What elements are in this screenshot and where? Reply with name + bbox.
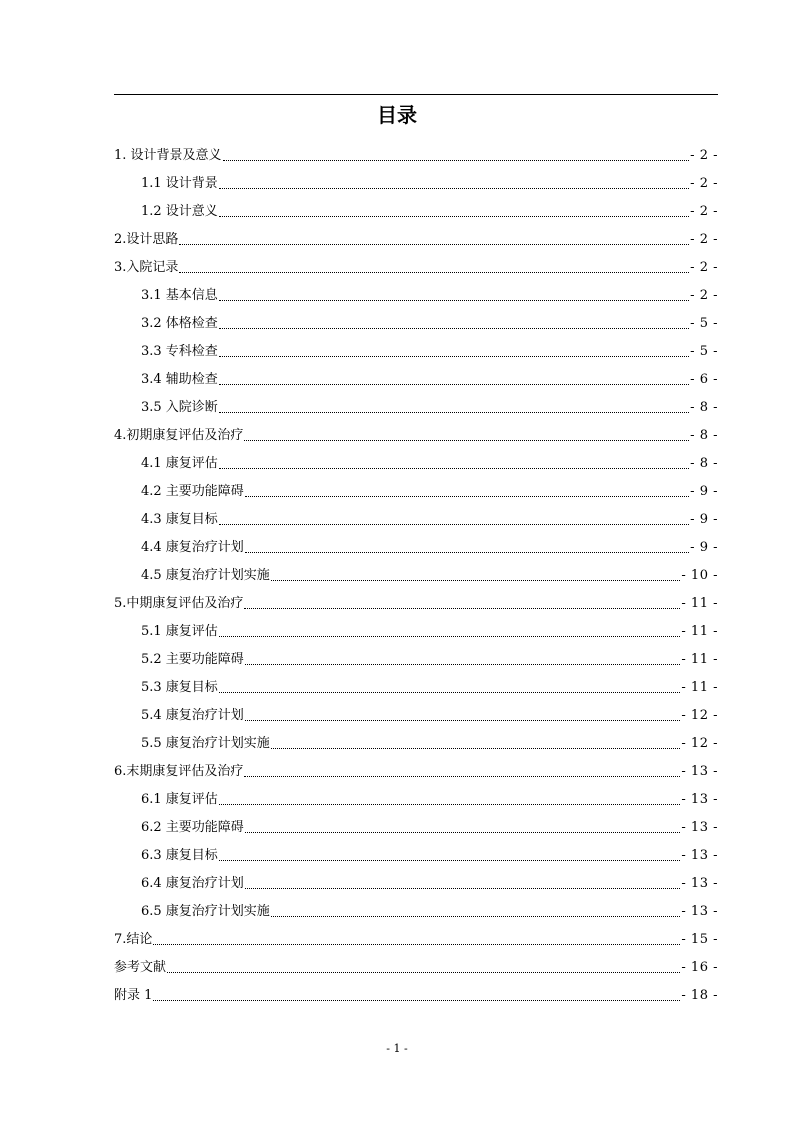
toc-dot-leader [245,664,681,665]
toc-entry-label: 6.末期康复评估及治疗 [114,764,244,779]
toc-entry-label: 4.4 康复治疗计划 [141,540,244,555]
toc-entry-label: 6.5 康复治疗计划实施 [141,904,270,919]
toc-dot-leader [219,328,689,329]
toc-entry[interactable] [114,198,718,226]
toc-dot-leader [271,916,681,917]
toc-entry-label: 3.1 基本信息 [141,288,218,303]
toc-entry[interactable] [114,646,718,674]
toc-entry-page: - 8 - [690,428,718,443]
toc-entry-label: 4.3 康复目标 [141,512,218,527]
toc-entry[interactable] [114,954,718,982]
toc-dot-leader [179,244,689,245]
toc-entry[interactable] [114,674,718,702]
toc-dot-leader [219,860,681,861]
toc-entry-label: 6.2 主要功能障碍 [141,820,244,835]
toc-entry[interactable] [114,618,718,646]
toc-entry[interactable] [114,758,718,786]
toc-entry-label: 1.2 设计意义 [141,204,218,219]
toc-entry-page: - 10 - [681,568,718,583]
toc-dot-leader [219,692,681,693]
toc-entry[interactable] [114,870,718,898]
toc-entry[interactable] [114,506,718,534]
toc-entry-label: 3.5 入院诊断 [141,400,218,415]
toc-entry-page: - 5 - [690,344,718,359]
toc-entry-page: - 18 - [681,988,718,1003]
toc-entry-page: - 2 - [690,204,718,219]
toc-entry[interactable] [114,982,718,1010]
toc-dot-leader [271,748,681,749]
toc-dot-leader [244,776,680,777]
toc-entry[interactable] [114,310,718,338]
toc-dot-leader [219,636,681,637]
toc-entry-label: 5.1 康复评估 [141,624,218,639]
table-of-contents [114,142,718,1010]
toc-dot-leader [219,356,689,357]
toc-dot-leader [245,552,689,553]
toc-entry[interactable] [114,142,718,170]
toc-dot-leader [219,188,689,189]
toc-entry[interactable] [114,562,718,590]
toc-entry[interactable] [114,478,718,506]
toc-entry-page: - 2 - [690,288,718,303]
toc-entry-label: 5.2 主要功能障碍 [141,652,244,667]
toc-entry-page: - 13 - [681,820,718,835]
toc-entry-label: 7.结论 [114,932,153,947]
footer-page-number: - 1 - [386,1042,408,1055]
toc-entry-page: - 2 - [690,176,718,191]
toc-dot-leader [153,1000,680,1001]
toc-dot-leader [244,608,680,609]
toc-entry-page: - 11 - [681,680,718,695]
toc-entry-label: 1.1 设计背景 [141,176,218,191]
toc-entry-page: - 2 - [690,232,718,247]
toc-entry[interactable] [114,590,718,618]
toc-entry[interactable] [114,254,718,282]
toc-dot-leader [245,496,689,497]
toc-entry-label: 2.设计思路 [114,232,179,247]
toc-entry-page: - 8 - [690,400,718,415]
toc-entry-page: - 9 - [690,512,718,527]
toc-entry-label: 6.4 康复治疗计划 [141,876,244,891]
toc-dot-leader [271,580,681,581]
toc-entry-label: 3.2 体格检查 [141,316,218,331]
toc-entry[interactable] [114,170,718,198]
toc-entry[interactable] [114,226,718,254]
toc-dot-leader [167,972,680,973]
toc-entry-label: 3.入院记录 [114,260,179,275]
toc-dot-leader [244,440,689,441]
toc-entry[interactable] [114,534,718,562]
toc-entry-page: - 11 - [681,596,718,611]
toc-entry[interactable] [114,338,718,366]
toc-entry[interactable] [114,394,718,422]
toc-entry[interactable] [114,702,718,730]
toc-dot-leader [245,720,681,721]
toc-dot-leader [219,804,681,805]
toc-dot-leader [219,216,689,217]
toc-entry-label: 5.5 康复治疗计划实施 [141,736,270,751]
toc-entry-page: - 12 - [681,736,718,751]
toc-dot-leader [219,524,689,525]
toc-entry[interactable] [114,282,718,310]
toc-entry-page: - 11 - [681,652,718,667]
toc-dot-leader [219,468,689,469]
toc-entry-label: 附录 1 [114,988,153,1003]
toc-entry-label: 5.4 康复治疗计划 [141,708,244,723]
toc-entry[interactable] [114,450,718,478]
toc-entry-page: - 13 - [681,904,718,919]
toc-entry-page: - 5 - [690,316,718,331]
toc-entry-page: - 13 - [681,876,718,891]
toc-entry-page: - 12 - [681,708,718,723]
toc-entry-label: 6.3 康复目标 [141,848,218,863]
toc-entry-page: - 2 - [690,260,718,275]
toc-entry-page: - 8 - [690,456,718,471]
toc-entry[interactable] [114,366,718,394]
toc-entry-page: - 9 - [690,484,718,499]
toc-dot-leader [219,384,689,385]
toc-entry-label: 3.3 专科检查 [141,344,218,359]
toc-dot-leader [179,272,689,273]
header-rule [114,94,718,95]
toc-entry[interactable] [114,842,718,870]
toc-entry[interactable] [114,730,718,758]
toc-entry-page: - 6 - [690,372,718,387]
toc-entry-page: - 13 - [681,764,718,779]
toc-entry[interactable] [114,898,718,926]
toc-entry-page: - 13 - [681,848,718,863]
toc-dot-leader [223,160,690,161]
toc-entry-page: - 15 - [681,932,718,947]
toc-entry-label: 参考文献 [114,960,167,975]
toc-entry-label: 4.5 康复治疗计划实施 [141,568,270,583]
toc-entry-page: - 9 - [690,540,718,555]
toc-entry-label: 1. 设计背景及意义 [114,148,222,163]
toc-dot-leader [219,300,689,301]
toc-dot-leader [245,888,681,889]
toc-entry-label: 5.3 康复目标 [141,680,218,695]
toc-entry[interactable] [114,422,718,450]
toc-entry-page: - 13 - [681,792,718,807]
toc-entry-label: 6.1 康复评估 [141,792,218,807]
toc-entry-page: - 2 - [690,148,718,163]
toc-entry-label: 4.2 主要功能障碍 [141,484,244,499]
toc-entry[interactable] [114,814,718,842]
toc-entry-page: - 11 - [681,624,718,639]
toc-entry-page: - 16 - [681,960,718,975]
toc-entry[interactable] [114,926,718,954]
toc-dot-leader [153,944,680,945]
toc-dot-leader [219,412,689,413]
toc-entry-label: 5.中期康复评估及治疗 [114,596,244,611]
toc-entry[interactable] [114,786,718,814]
toc-entry-label: 3.4 辅助检查 [141,372,218,387]
toc-title: 目录 [377,103,417,127]
toc-entry-label: 4.初期康复评估及治疗 [114,428,244,443]
toc-dot-leader [245,832,681,833]
toc-entry-label: 4.1 康复评估 [141,456,218,471]
